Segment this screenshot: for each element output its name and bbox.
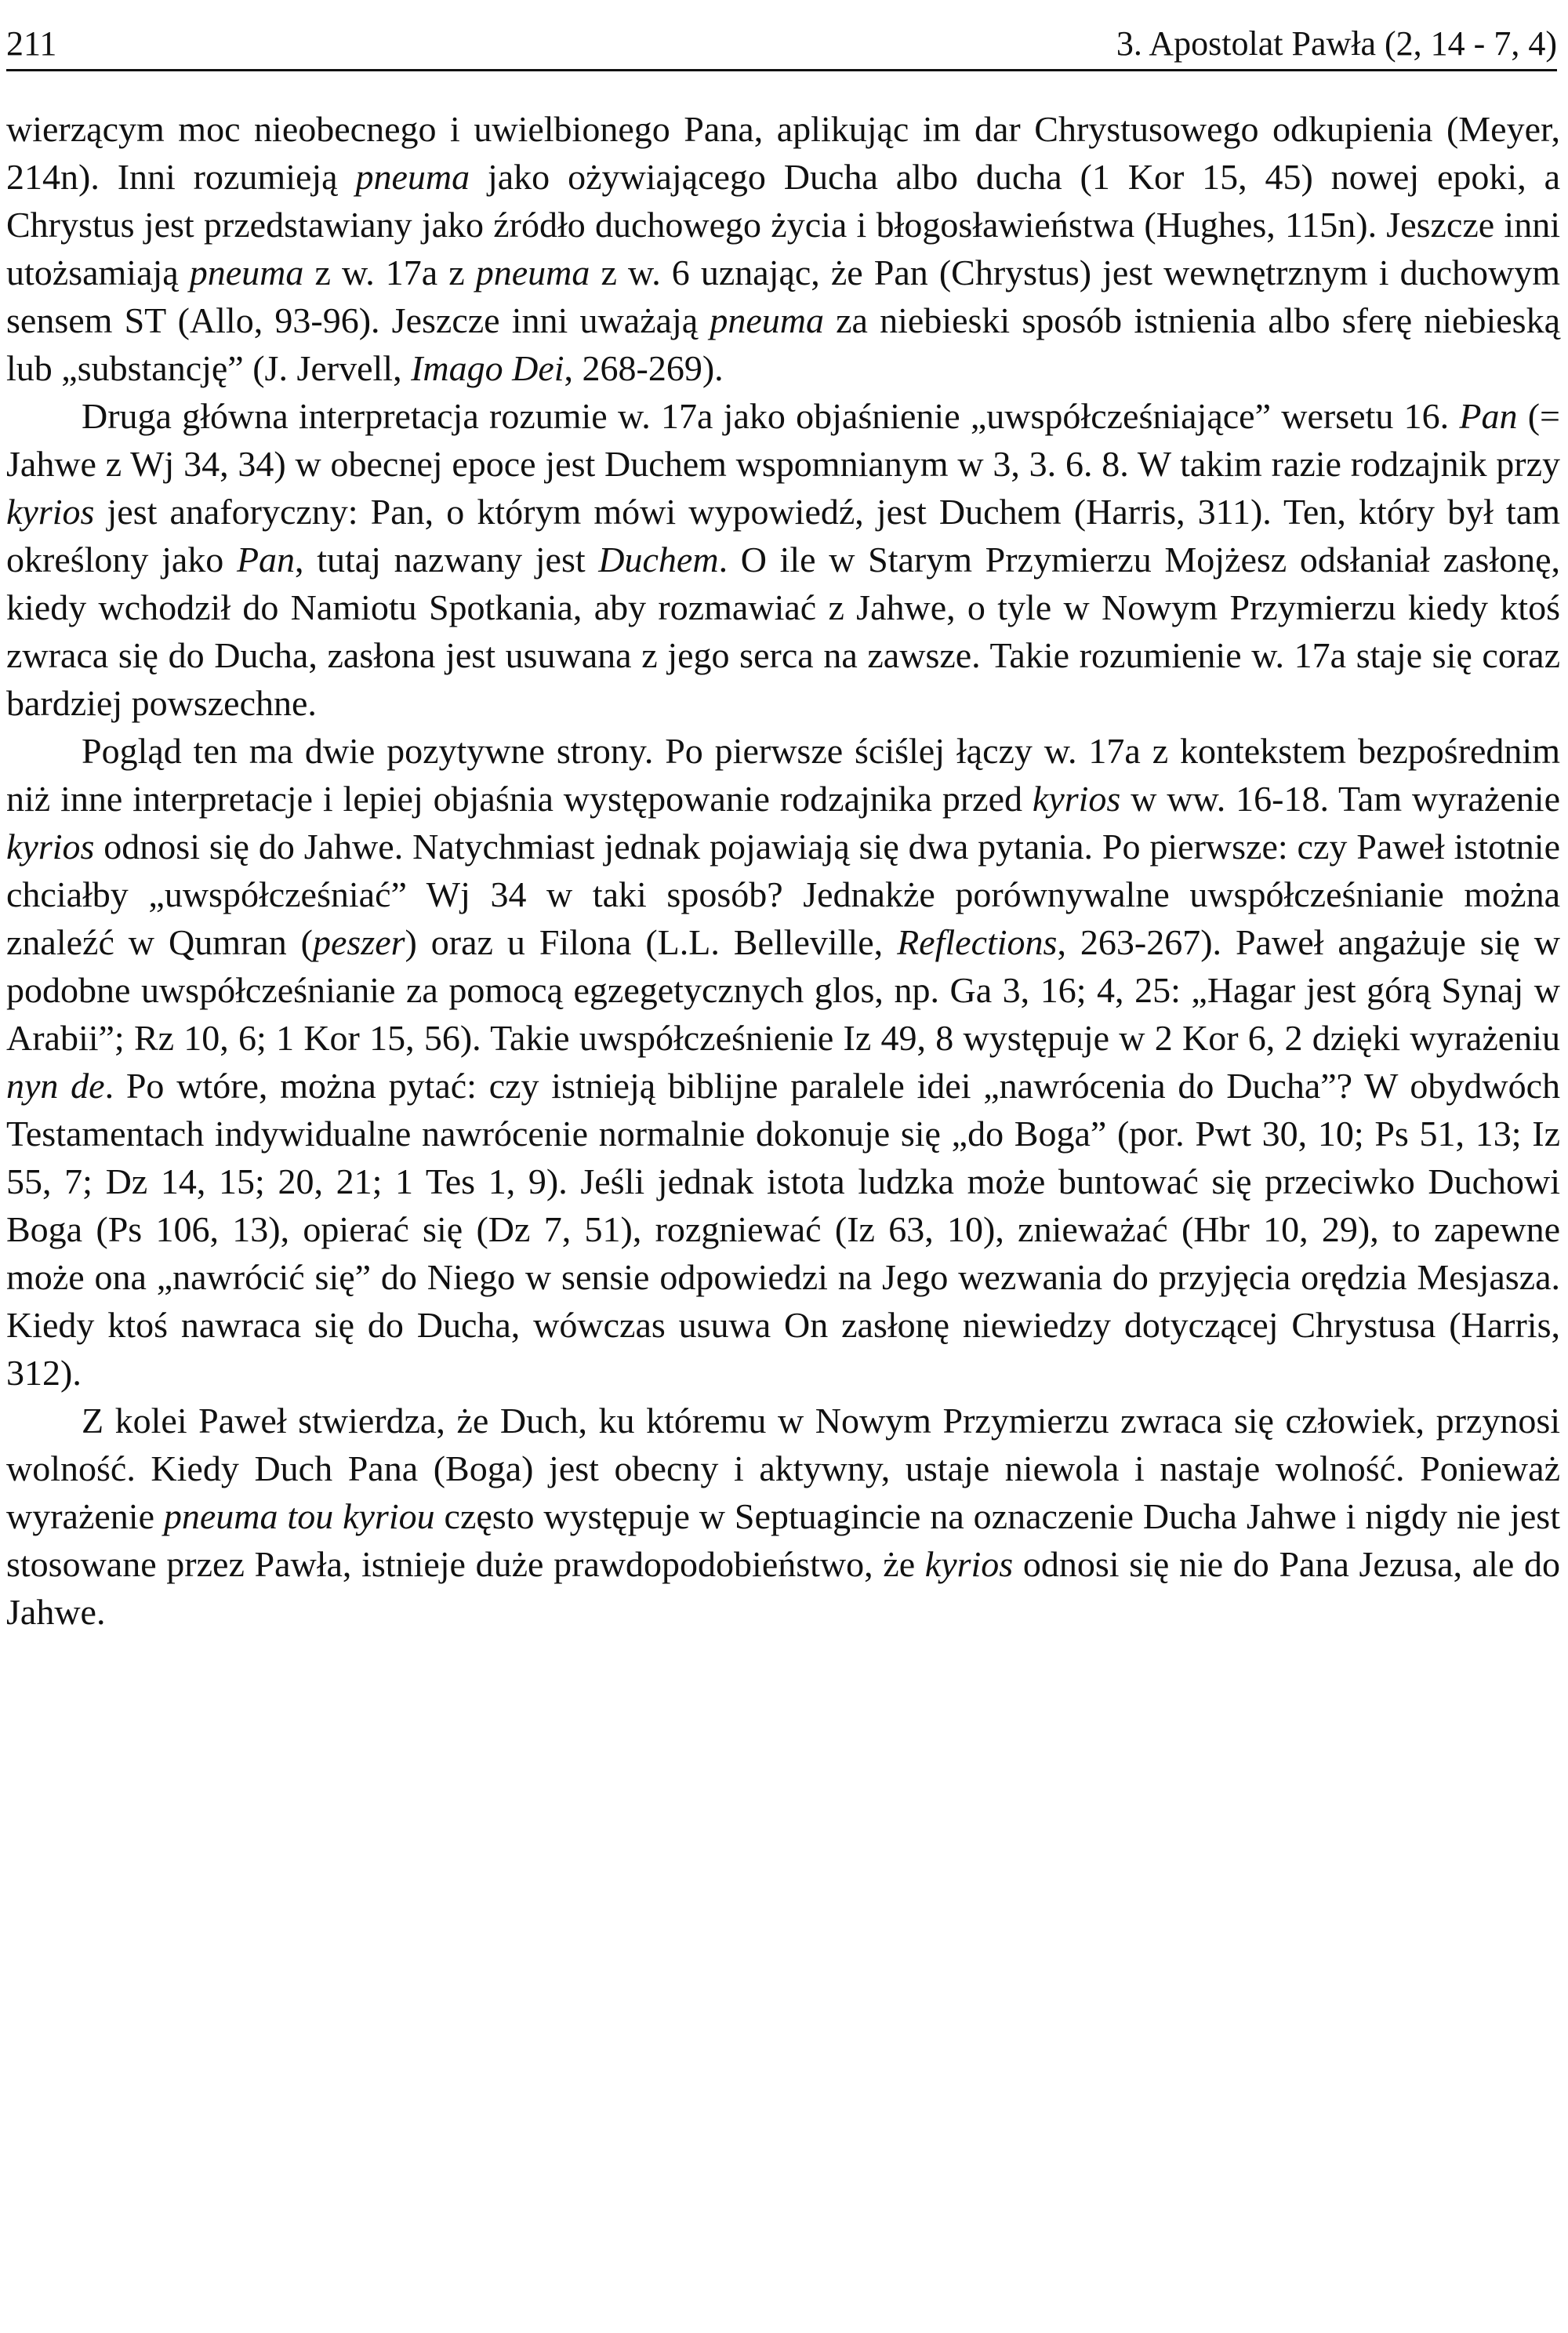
text-run: . Po wtóre, można pytać: czy istnieją biblijne paralele idei „nawrócenia do Ducha”? W obydwóch Testamentach indywidualne nawrócenie normalnie dokonuje się „do Boga” (por. Pwt 30, 10; Ps 51, 13; Iz 55, 7; Dz 14, 15; 20, 21; 1 Tes 1, 9). Jeśli jednak istota ludzka może buntować się przeciwko Duchowi Boga (Ps 106, 13), opierać się (Dz 7, 51), rozgniewać (Iz 63, 10), znieważać (Hbr 10, 29), to zapewne może ona „nawrócić się” do Niego w sensie odpowiedzi na Jego wezwania do przyjęcia orędzia Mesjasza. Kiedy ktoś nawraca się do Ducha, wówczas usuwa On zasłonę niewiedzy dotyczącej Chrystusa (Harris, 312). [6, 1066, 1560, 1393]
text-run: , 268-269). [564, 348, 724, 388]
text-run: odnosi się nie do Pana Jezusa, ale do Jahwe. [6, 1544, 1560, 1632]
text-run: odnosi się do Jahwe. Natychmiast jednak pojawiają się dwa pytania. Po pierwsze: czy Paweł istotnie chciałby „uwspółcześniać” Wj 34 w taki sposób? Jednakże porównywalne uwspółcześnianie można znaleźć w Qumran ( [6, 827, 1560, 962]
italic-term: peszer [312, 922, 405, 962]
italic-term: Imago Dei [411, 348, 564, 388]
paragraph [6, 392, 1560, 727]
text-run: w ww. 16-18. Tam wyrażenie [1120, 779, 1560, 819]
text-run: Druga główna interpretacja rozumie w. 17a jako objaśnienie „uwspółcześniające” wersetu 16. [82, 396, 1460, 436]
italic-term: kyrios [6, 827, 95, 867]
italic-term: Reflections [897, 922, 1058, 962]
text-run: Pogląd ten ma dwie pozytywne strony. Po pierwsze ściślej łączy w. 17a z kontekstem bezpośrednim niż inne interpretacje i lepiej objaśnia występowanie rodzajnika przed [6, 731, 1560, 819]
text-run: z w. 6 uznając, że Pan (Chrystus) jest wewnętrznym i duchowym sensem ST (Allo, 93-96). Jeszcze inni uważają [6, 253, 1561, 340]
paragraph [6, 105, 1560, 392]
italic-term: kyrios [924, 1544, 1014, 1584]
italic-term: pneuma [355, 157, 470, 197]
text-run: jako ożywiającego Ducha albo ducha (1 Kor 15, 45) nowej epoki, a Chrystus jest przedstawiany jako źródło duchowego życia i błogosławieństwa (Hughes, 115n). Jeszcze inni utożsamiają [6, 157, 1561, 293]
italic-term: pneuma [475, 253, 590, 293]
italic-term: Pan [1459, 396, 1518, 436]
italic-term: Duchem [598, 540, 719, 580]
text-run: , 263-267). Paweł angażuje się w podobne uwspółcześnianie za pomocą egzegetycznych glos, np. Ga 3, 16; 4, 25: „Hagar jest górą Synaj w Arabii”; Rz 10, 6; 1 Kor 15, 56). Takie uwspółcześnienie Iz 49, 8 występuje w 2 Kor 6, 2 dzięki wyrażeniu [6, 922, 1560, 1058]
running-title: 3. Apostolat Pawła (2, 14 - 7, 4) [1116, 24, 1557, 63]
page-number: 211 [6, 24, 57, 63]
italic-term: kyrios [6, 492, 95, 532]
text-run: . O ile w Starym Przymierzu Mojżesz odsłaniał zasłonę, kiedy wchodził do Namiotu Spotkania, aby rozmawiać z Jahwe, o tyle w Nowym Przymierzu kiedy ktoś zwraca się do Ducha, zasłona jest usuwana z jego serca na zawsze. Takie rozumienie w. 17a staje się coraz bardziej powszechne. [6, 540, 1561, 723]
italic-term: pneuma [189, 253, 304, 293]
running-header [6, 24, 1557, 71]
text-run: często występuje w Septuagincie na oznaczenie Ducha Jahwe i nigdy nie jest stosowane przez Pawła, istnieje duże prawdopodobieństwo, że [6, 1496, 1560, 1584]
italic-term: Pan [236, 540, 296, 580]
italic-term: pneuma tou kyriou [163, 1496, 435, 1536]
text-run: z w. 17a z [303, 253, 476, 293]
text-run: wierzącym moc nieobecnego i uwielbionego Pana, aplikując im dar Chrystusowego odkupienia (Meyer, 214n). Inni rozumieją [6, 109, 1560, 197]
paragraph [6, 727, 1560, 1397]
text-run: (= Jahwe z Wj 34, 34) w obecnej epoce jest Duchem wspomnianym w 3, 3. 6. 8. W takim razie rodzajnik przy [6, 396, 1560, 484]
paragraph [6, 1397, 1560, 1636]
italic-term: nyn de [6, 1066, 105, 1106]
text-run: , tutaj nazwany jest [295, 540, 599, 580]
text-run: Z kolei Paweł stwierdza, że Duch, ku któremu w Nowym Przymierzu zwraca się człowiek, przynosi wolność. Kiedy Duch Pana (Boga) jest obecny i aktywny, ustaje niewola i nastaje wolność. Ponieważ wyrażenie [6, 1401, 1560, 1536]
text-run: za niebieski sposób istnienia albo sferę niebieską lub „substancję” (J. Jervell, [6, 300, 1560, 388]
italic-term: pneuma [710, 300, 824, 340]
body-text [6, 105, 1560, 1636]
text-run: ) oraz u Filona (L.L. Belleville, [405, 922, 898, 962]
italic-term: kyrios [1032, 779, 1121, 819]
text-run: jest anaforyczny: Pan, o którym mówi wypowiedź, jest Duchem (Harris, 311). Ten, który był tam określony jako [6, 492, 1560, 580]
